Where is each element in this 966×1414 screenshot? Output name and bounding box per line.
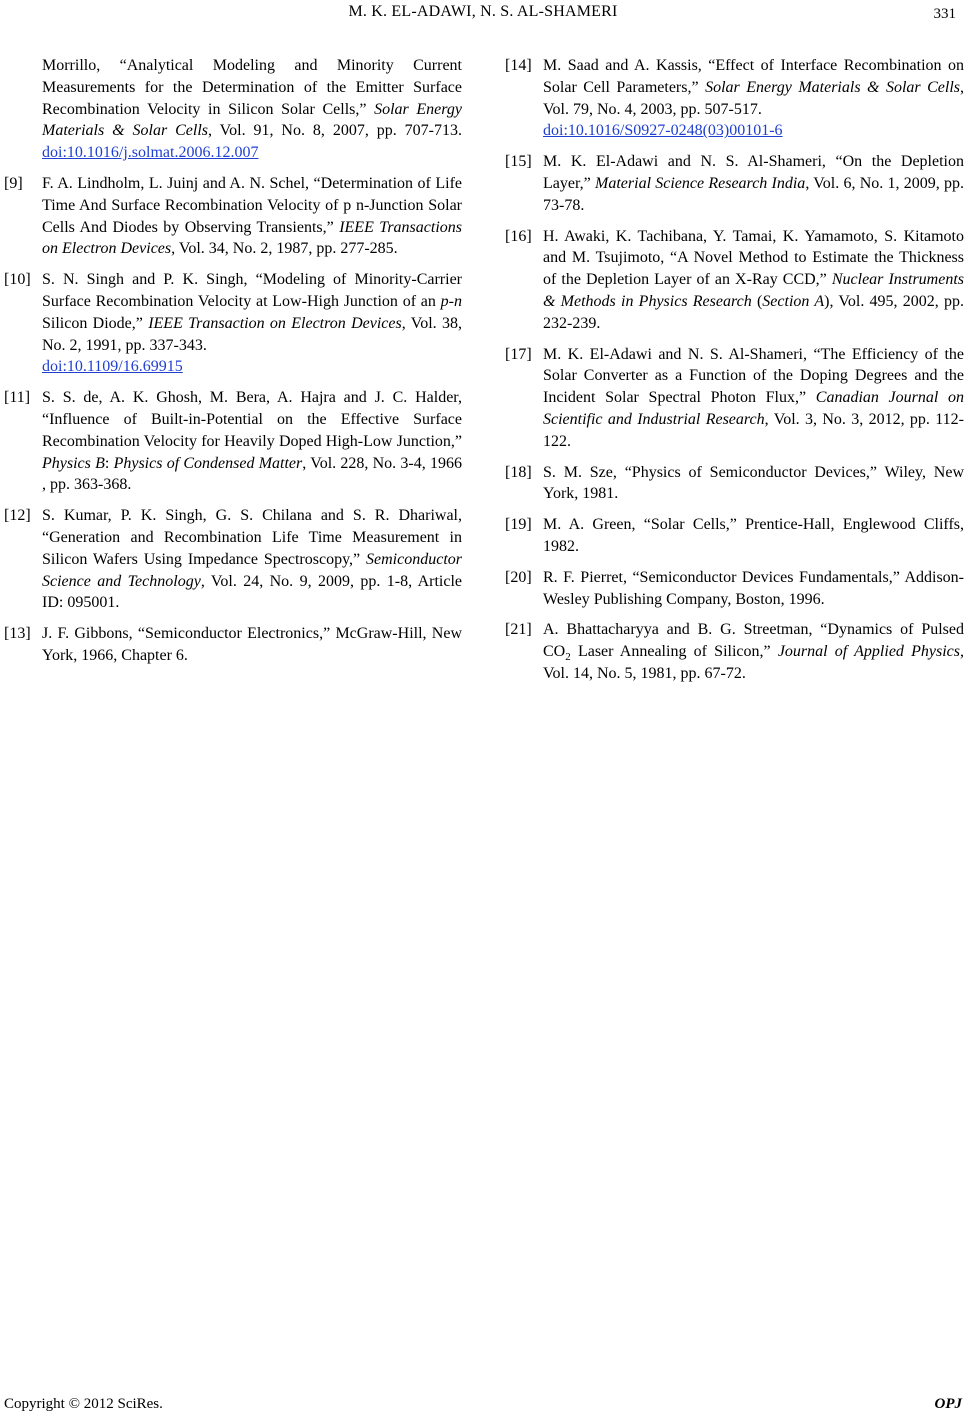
reference-number: [10] xyxy=(4,271,31,289)
doi-link[interactable]: doi:10.1016/j.solmat.2006.12.007 xyxy=(42,144,259,162)
journal-title: Canadian Journal on Scientific and Industrial Research xyxy=(543,389,964,428)
reference-21: [21] A. Bhattacharyya and B. G. Streetman, “Dynamics of Pulsed $CO_2$ Laser Annealing of Silicon,” Journal of Applied Physics, Vol. 14, No. 5, 1981, pp. 67-72. xyxy=(505,619,964,684)
journal-subtitle: Physics of Condensed Matter xyxy=(113,454,303,472)
journal-title: Semiconductor Science and Technology xyxy=(42,550,462,590)
reference-number: [15] xyxy=(505,153,532,171)
reference-continued: Morrillo, “Analytical Modeling and Minority Current Measurements for the Determination of the Emitter Surface Recombination Velocity in Silicon Solar Cells,” Solar Energy Materials & Solar Cells, Vol. 91, No. 8, 2007, pp. 707-713. doi:10.1016/j.solmat.2006.12.007 xyxy=(42,57,462,162)
reference-number: [14] xyxy=(505,57,532,74)
journal-title: IEEE Transaction on Electron Devices xyxy=(148,314,402,332)
reference-17: [17] M. K. El-Adawi and N. S. Al-Shameri, “The Efficiency of the Solar Converter as a Function of the Doping Degrees and the Incident Solar Spectral Photon Flux,” Canadian Journal on Scientific and Industrial Research, Vol. 3, No. 3, 2012, pp. 112-122. xyxy=(505,344,964,453)
page-number: 331 xyxy=(933,6,956,22)
doi-link[interactable]: doi:10.1016/S0927-0248(03)00101-6 xyxy=(543,122,783,140)
doi-link[interactable]: doi:10.1109/16.69915 xyxy=(42,358,183,376)
journal-title: Journal of Applied Physics xyxy=(777,643,960,661)
references-left-column xyxy=(4,55,462,676)
references-right-column xyxy=(505,55,964,694)
reference-number: [21] xyxy=(505,621,532,639)
reference-number: [9] xyxy=(4,174,23,192)
journal-title: IEEE Transactions on Electron Devices xyxy=(42,218,462,258)
footer-journal-abbreviation: OPJ xyxy=(934,1396,962,1412)
reference-10: [10] S. N. Singh and P. K. Singh, “Modeling of Minority-Carrier Surface Recombination Velocity at Low-High Junction of an p-n Silicon Diode,” IEEE Transaction on Electron Devices, Vol. 38, No. 2, 1991, pp. 337-343. doi:10.1109/16.69915 xyxy=(4,269,462,378)
reference-number: [12] xyxy=(4,507,31,525)
journal-title: Solar Energy Materials & Solar Cells xyxy=(42,100,462,140)
reference-number: [19] xyxy=(505,516,532,534)
footer-copyright: Copyright © 2012 SciRes. xyxy=(4,1396,163,1412)
reference-number: [16] xyxy=(505,227,532,245)
reference-number: [11] xyxy=(4,389,31,407)
reference-12: [12] S. Kumar, P. K. Singh, G. S. Chilana and S. R. Dhariwal, “Generation and Recombination Life Time Measurement in Silicon Wafers Using Impedance Spectroscopy,” Semiconductor Science and Technology, Vol. 24, No. 9, 2009, pp. 1-8, Article ID: 095001. xyxy=(4,505,462,614)
reference-13: [13] J. F. Gibbons, “Semiconductor Electronics,” McGraw-Hill, New York, 1966, Chapter 6. xyxy=(4,623,462,667)
reference-19: [19] M. A. Green, “Solar Cells,” Prentice-Hall, Englewood Cliffs, 1982. xyxy=(505,514,964,558)
reference-18: [18] S. M. Sze, “Physics of Semiconductor Devices,” Wiley, New York, 1981. xyxy=(505,462,964,506)
reference-9: [9] F. A. Lindholm, L. Juinj and A. N. Schel, “Determination of Life Time And Surface Recombination Velocity of p n-Junction Solar Cells And Diodes by Observing Transients,” IEEE Transactions on Electron Devices, Vol. 34, No. 2, 1987, pp. 277-285. xyxy=(4,173,462,260)
reference-14: [14] M. Saad and A. Kassis, “Effect of Interface Recombination on Solar Cell Parameters,” Solar Energy Materials & Solar Cells, Vol. 79, No. 4, 2003, pp. 507-517. doi:10.1016/S0927-0248(03)00101-6 xyxy=(505,55,964,142)
running-header-authors: M. K. EL-ADAWI, N. S. AL-SHAMERI xyxy=(348,3,618,20)
reference-number: [17] xyxy=(505,345,532,363)
journal-title: Material Science Research India xyxy=(595,174,806,192)
reference-number: [18] xyxy=(505,463,532,481)
journal-title: Physics B xyxy=(42,454,105,472)
journal-title: Nuclear Instruments & Methods in Physics Research xyxy=(543,271,965,310)
reference-number: [20] xyxy=(505,568,532,586)
reference-16: [16] H. Awaki, K. Tachibana, Y. Tamai, K. Yamamoto, S. Kitamoto and M. Tsujimoto, “A Novel Method to Estimate the Thickness of the Depletion Layer of an X-Ray CCD,” Nuclear Instruments & Methods in Physics Research (Section A), Vol. 495, 2002, pp. 232-239. xyxy=(505,226,964,335)
journal-title: Solar Energy Materials & Solar Cells xyxy=(705,78,960,96)
reference-15: [15] M. K. El-Adawi and N. S. Al-Shameri, “On the Depletion Layer,” Material Science Research India, Vol. 6, No. 1, 2009, pp. 73-78. xyxy=(505,151,964,216)
reference-11: [11] S. S. de, A. K. Ghosh, M. Bera, A. Hajra and J. C. Halder, “Influence of Built-in-Potential on the Effective Surface Recombination Velocity for Heavily Doped High-Low Junction,” Physics B: Physics of Condensed Matter, Vol. 228, No. 3-4, 1966 , pp. 363-368. xyxy=(4,387,462,496)
reference-20: [20] R. F. Pierret, “Semiconductor Devices Fundamentals,” Addison-Wesley Publishing Company, Boston, 1996. xyxy=(505,567,964,611)
reference-number: [13] xyxy=(4,625,31,643)
